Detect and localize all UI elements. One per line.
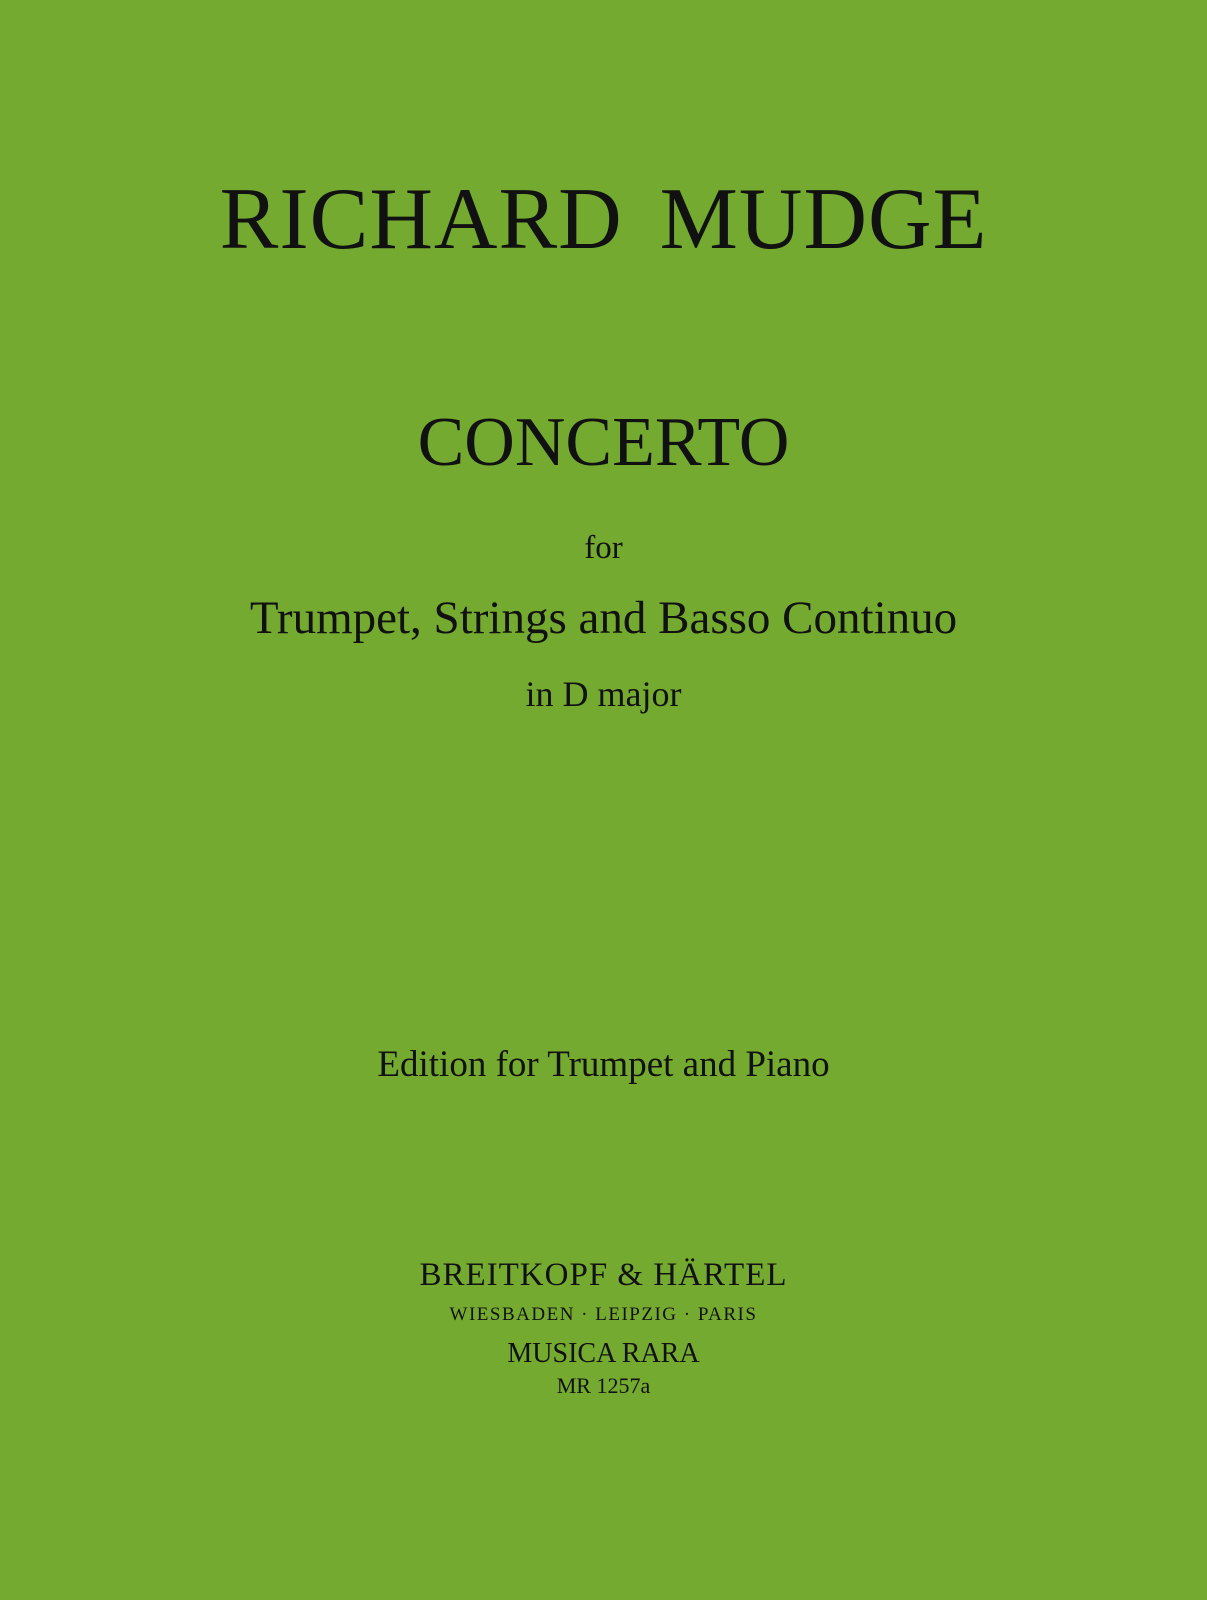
publisher-name: BREITKOPF & HÄRTEL (419, 1257, 788, 1293)
publisher-cities: WIESBADEN · LEIPZIG · PARIS (449, 1304, 758, 1325)
composer-name: RICHARD MUDGE (219, 171, 988, 268)
work-title: CONCERTO (417, 404, 790, 481)
for-label: for (584, 530, 623, 566)
catalog-number: MR 1257a (556, 1373, 651, 1398)
instrumentation: Trumpet, Strings and Basso Continuo (249, 592, 958, 644)
edition-note: Edition for Trumpet and Piano (377, 1044, 830, 1085)
key-signature: in D major (525, 674, 682, 714)
imprint-name: MUSICA RARA (507, 1338, 700, 1369)
